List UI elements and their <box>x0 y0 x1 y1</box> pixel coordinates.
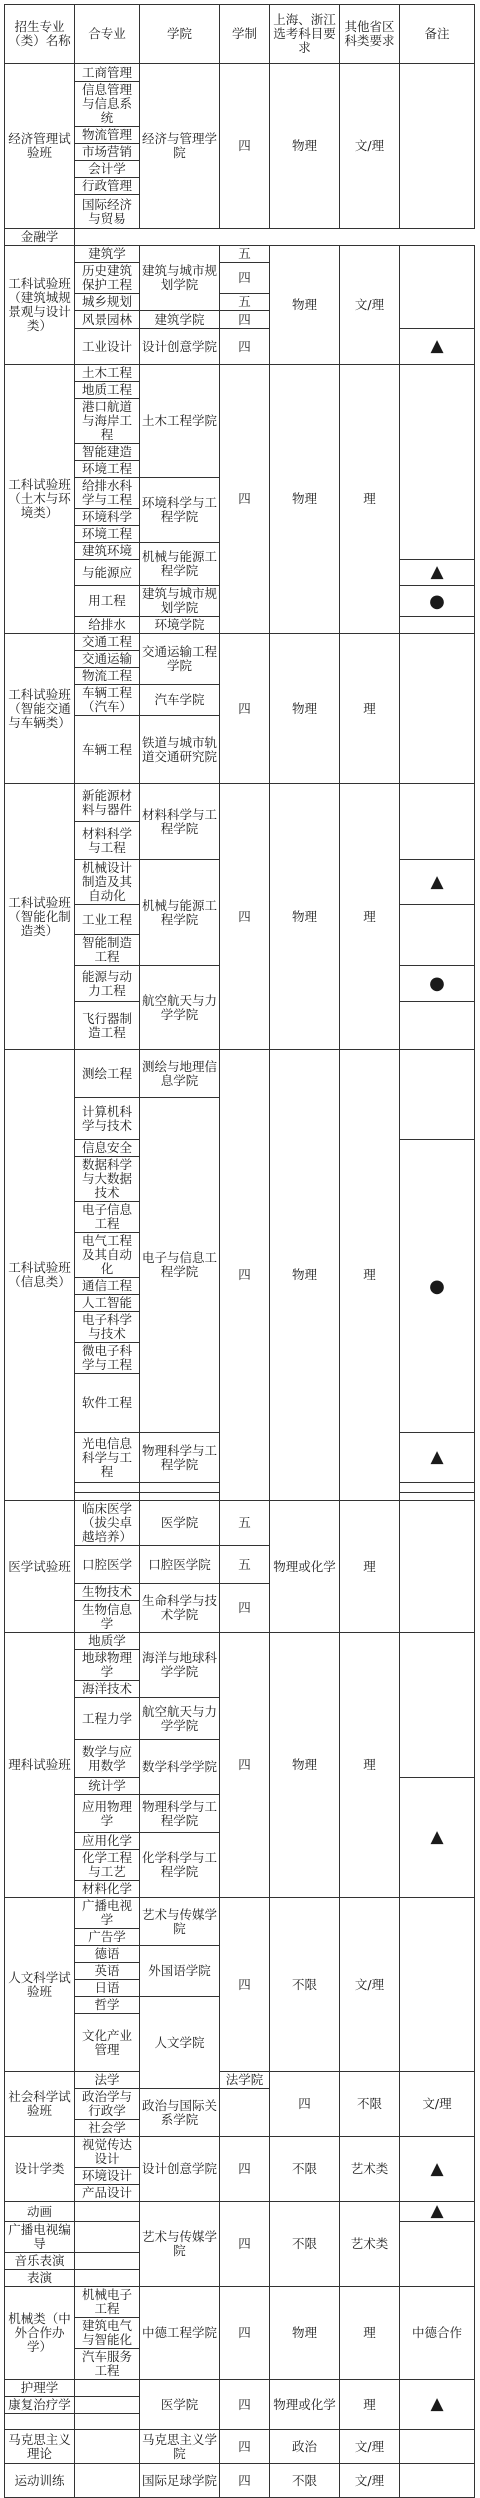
table-cell: 建筑与城市规划学院 <box>140 586 220 617</box>
table-cell: 人文学院 <box>140 1997 220 2089</box>
table-cell: 工科试验班（信息类） <box>5 1050 75 1501</box>
table-cell: 数据科学与大数据技术 <box>75 1157 140 1202</box>
majors-table <box>4 4 475 2498</box>
table-cell: 四 <box>220 634 270 784</box>
table-cell: 化学科学与工程学院 <box>140 1833 220 1898</box>
table-cell: 工业工程 <box>75 905 140 935</box>
table-cell: 信息安全 <box>75 1140 140 1157</box>
admissions-table-page <box>4 4 474 2488</box>
table-cell: 软件工程 <box>75 1374 140 1433</box>
table-cell: 光电信息科学与工程 <box>75 1433 140 1483</box>
table-cell: 能源与动力工程 <box>75 966 140 1002</box>
table-cell: 四 <box>220 263 270 294</box>
table-cell: 交通运输 <box>75 651 140 668</box>
table-cell: 口腔医学院 <box>140 1546 220 1584</box>
table-cell: 测绘与地理信息学院 <box>140 1050 220 1098</box>
table-cell: 马克思主义学院 <box>140 2430 220 2464</box>
circle-marker: ● <box>400 966 475 1002</box>
table-cell: 交通运输工程学院 <box>140 634 220 685</box>
table-cell: 广播电视编导 <box>5 2222 75 2253</box>
table-cell: 文/理 <box>340 1898 400 2072</box>
table-cell: 数学与应用数学 <box>75 1740 140 1778</box>
table-cell: 风景园林 <box>75 311 140 329</box>
table-cell: 国际足球学院 <box>140 2464 220 2498</box>
table-cell: 会计学 <box>75 161 140 178</box>
table-cell: 动画 <box>5 2202 75 2222</box>
table-cell: 物理 <box>270 246 340 365</box>
table-cell: 四 <box>220 1633 270 1898</box>
table-cell <box>400 246 475 329</box>
table-cell: 不限 <box>270 2464 340 2498</box>
table-cell: 环境设计 <box>75 2168 140 2185</box>
table-cell: 四 <box>220 2287 270 2380</box>
table-cell <box>400 784 475 860</box>
table-cell: 物理科学与工程学院 <box>140 1433 220 1483</box>
table-cell: 四 <box>220 2137 270 2202</box>
table-cell: 行政管理 <box>75 178 140 195</box>
table-row <box>5 365 475 382</box>
table-cell: 四 <box>220 1898 270 2072</box>
table-cell: 新能源材料与器件 <box>75 784 140 822</box>
table-cell: 智能制造工程 <box>75 935 140 966</box>
table-cell <box>75 1493 140 1501</box>
table-cell: 机械设计制造及其自动化 <box>75 860 140 905</box>
table-cell: 社会科学试验班 <box>5 2072 75 2137</box>
table-cell: 统计学 <box>75 1778 140 1795</box>
table-cell: 理 <box>340 1501 400 1633</box>
table-cell: 建筑与城市规划学院 <box>140 246 220 311</box>
table-cell: 德语 <box>75 1946 140 1963</box>
table-cell: 汽车学院 <box>140 685 220 716</box>
table-cell: 工科试验班（智能交通与车辆类） <box>5 634 75 784</box>
header-college: 学院 <box>140 5 220 64</box>
table-cell <box>400 634 475 784</box>
table-cell: 港口航道与海岸工程 <box>75 399 140 444</box>
table-cell <box>75 2270 140 2287</box>
table-cell: 艺术类 <box>340 2202 400 2287</box>
table-cell: 工程力学 <box>75 1698 140 1740</box>
table-cell: 不限 <box>270 2137 340 2202</box>
table-cell: 微电子科学与工程 <box>75 1343 140 1374</box>
table-cell: 人工智能 <box>75 1295 140 1312</box>
table-row <box>5 2287 475 2318</box>
table-cell: 土木工程 <box>75 365 140 382</box>
table-cell: 机械电子工程 <box>75 2287 140 2318</box>
table-cell: 马克思主义理论 <box>5 2430 75 2464</box>
table-cell: 航空航天与力学学院 <box>140 1698 220 1740</box>
table-cell: 材料科学与工程学院 <box>140 784 220 860</box>
table-cell: 国际经济与贸易 <box>75 195 140 229</box>
table-cell: 不限 <box>340 2072 400 2137</box>
table-cell: 五 <box>220 294 270 311</box>
table-cell: 文/理 <box>340 2430 400 2464</box>
table-cell: 广告学 <box>75 1929 140 1946</box>
table-cell: 化学工程与工艺 <box>75 1850 140 1881</box>
circle-marker: ● <box>400 586 475 617</box>
table-cell: 法学 <box>75 2072 140 2089</box>
table-cell: 四 <box>220 311 270 329</box>
table-cell: 日语 <box>75 1980 140 1997</box>
table-cell: 不限 <box>270 1898 340 2072</box>
table-cell <box>140 1483 220 1493</box>
triangle-marker: ▲ <box>400 860 475 905</box>
table-cell: 建筑学 <box>75 246 140 263</box>
table-cell: 设计学类 <box>5 2137 75 2202</box>
table-row <box>5 246 475 263</box>
table-cell: 车辆工程（汽车） <box>75 685 140 716</box>
table-cell <box>75 2430 140 2464</box>
table-cell: 四 <box>220 784 270 1050</box>
table-cell: 四 <box>220 329 270 365</box>
table-cell: 海洋技术 <box>75 1681 140 1698</box>
table-cell: 物流工程 <box>75 668 140 685</box>
table-cell: 环境工程 <box>75 461 140 478</box>
table-cell: 环境科学与工程学院 <box>140 478 220 543</box>
table-cell: 城乡规划 <box>75 294 140 311</box>
table-cell <box>75 2222 140 2253</box>
table-cell: 口腔医学 <box>75 1546 140 1584</box>
table-cell: 机械与能源工程学院 <box>140 860 220 966</box>
table-cell: 环境学院 <box>140 617 220 634</box>
table-cell: 生物技术 <box>75 1584 140 1601</box>
table-row <box>5 2202 475 2222</box>
table-cell: 物理 <box>270 1633 340 1898</box>
table-cell: 理 <box>340 2287 400 2380</box>
table-cell: 物理 <box>270 365 340 634</box>
table-cell: 环境工程 <box>75 526 140 543</box>
table-cell: 艺术与传媒学院 <box>140 2202 220 2287</box>
table-cell <box>400 1633 475 1778</box>
table-cell: 航空航天与力学学院 <box>140 966 220 1050</box>
table-cell: 康复治疗学 <box>5 2397 75 2414</box>
table-cell: 铁道与城市轨道交通研究院 <box>140 716 220 784</box>
table-cell: 理 <box>340 1633 400 1898</box>
triangle-marker: ▲ <box>400 1433 475 1483</box>
table-cell: 设计创意学院 <box>140 2137 220 2202</box>
table-cell: 表演 <box>5 2270 75 2287</box>
header-program-name: 招生专业（类）名称 <box>5 5 75 64</box>
table-row <box>5 329 475 365</box>
table-cell: 五 <box>220 246 270 263</box>
table-row <box>5 634 475 651</box>
table-cell <box>75 1483 140 1493</box>
table-header-row <box>5 5 475 64</box>
table-cell <box>400 2430 475 2464</box>
table-cell: 电气工程及其自动化 <box>75 1233 140 1278</box>
table-cell: 地质工程 <box>75 382 140 399</box>
table-cell <box>400 2464 475 2498</box>
table-row <box>5 2464 475 2498</box>
table-cell: 政治学与行政学 <box>75 2089 140 2120</box>
table-cell <box>75 2397 140 2414</box>
table-cell: 给排水 <box>75 617 140 634</box>
table-cell: 哲学 <box>75 1997 140 2014</box>
table-cell: 护理学 <box>5 2380 75 2397</box>
header-other-provinces-requirement: 其他省区科类要求 <box>340 5 400 64</box>
table-cell: 经济管理试验班 <box>5 64 75 229</box>
table-row <box>5 229 475 246</box>
table-row <box>5 2430 475 2464</box>
table-cell <box>75 2380 140 2397</box>
table-cell: 不限 <box>270 2202 340 2287</box>
table-cell: 电子信息工程 <box>75 1202 140 1233</box>
table-cell <box>75 2464 140 2498</box>
table-row <box>5 2072 475 2089</box>
table-cell: 音乐表演 <box>5 2253 75 2270</box>
table-cell: 信息管理与信息系统 <box>75 82 140 127</box>
table-cell: 外国语学院 <box>140 1946 220 1997</box>
table-cell: 建筑学院 <box>140 311 220 329</box>
triangle-marker: ▲ <box>400 560 475 586</box>
table-cell: 物理 <box>270 634 340 784</box>
table-row <box>5 1501 475 1546</box>
table-cell: 历史建筑保护工程 <box>75 263 140 294</box>
triangle-marker: ▲ <box>400 329 475 365</box>
table-cell: 环境科学 <box>75 509 140 526</box>
table-cell <box>75 2414 140 2430</box>
table-cell: 文/理 <box>340 246 400 365</box>
header-duration: 学制 <box>220 5 270 64</box>
table-cell: 法学院 <box>220 2072 270 2089</box>
table-cell: 通信工程 <box>75 1278 140 1295</box>
header-shanghai-zhejiang-requirement: 上海、浙江选考科目要求 <box>270 5 340 64</box>
triangle-marker: ▲ <box>400 1778 475 1898</box>
table-cell: 工科试验班（建筑城规景观与设计类） <box>5 246 75 365</box>
table-cell: 四 <box>220 2430 270 2464</box>
table-cell: 工科试验班（土木与环境类） <box>5 365 75 634</box>
table-cell: 四 <box>220 2202 270 2287</box>
table-cell: 与能源应 <box>75 560 140 586</box>
table-cell: 物理或化学 <box>270 1501 340 1633</box>
table-cell: 四 <box>220 365 270 634</box>
table-cell: 设计创意学院 <box>140 329 220 365</box>
table-cell: 视觉传达设计 <box>75 2137 140 2168</box>
triangle-marker: ▲ <box>400 2202 475 2222</box>
table-cell: 工业设计 <box>75 329 140 365</box>
table-cell: 应用物理学 <box>75 1795 140 1833</box>
table-cell: 物流管理 <box>75 127 140 144</box>
table-cell: 材料科学与工程 <box>75 822 140 860</box>
table-cell: 数学科学学院 <box>140 1740 220 1795</box>
table-body <box>5 64 475 2498</box>
table-cell: 五 <box>220 1501 270 1546</box>
table-cell: 计算机科学与技术 <box>75 1098 140 1140</box>
table-row <box>5 64 475 82</box>
table-cell: 用工程 <box>75 586 140 617</box>
table-cell: 物理 <box>270 1050 340 1501</box>
table-cell <box>5 2414 75 2430</box>
table-cell: 工商管理 <box>75 64 140 82</box>
table-cell: 给排水科学与工程 <box>75 478 140 509</box>
table-cell: 理科试验班 <box>5 1633 75 1898</box>
table-row <box>5 2137 475 2168</box>
table-cell: 中德工程学院 <box>140 2287 220 2380</box>
table-cell: 物理 <box>270 2287 340 2380</box>
table-row <box>5 1633 475 1650</box>
table-cell: 艺术类 <box>340 2137 400 2202</box>
table-cell <box>400 1493 475 1501</box>
table-cell: 机械与能源工程学院 <box>140 543 220 586</box>
table-cell: 理 <box>340 2380 400 2430</box>
table-cell: 地球物理学 <box>75 1650 140 1681</box>
table-cell: 临床医学（拔尖卓越培养） <box>75 1501 140 1546</box>
table-cell <box>400 1483 475 1493</box>
table-cell: 文/理 <box>400 2072 475 2137</box>
triangle-marker: ▲ <box>400 2137 475 2202</box>
table-cell <box>400 1501 475 1633</box>
table-cell: 四 <box>220 2380 270 2430</box>
table-cell: 经济与管理学院 <box>140 64 220 229</box>
table-cell: 中德合作 <box>400 2287 475 2380</box>
table-cell: 文化产业管理 <box>75 2014 140 2072</box>
table-row <box>5 1050 475 1098</box>
table-cell: 海洋与地球科学学院 <box>140 1633 220 1698</box>
table-row <box>5 1898 475 1929</box>
table-cell: 应用化学 <box>75 1833 140 1850</box>
table-cell: 政治与国际关系学院 <box>140 2089 220 2137</box>
table-cell: 交通工程 <box>75 634 140 651</box>
table-cell <box>400 64 475 229</box>
table-cell: 医学试验班 <box>5 1501 75 1633</box>
table-cell: 四 <box>220 2464 270 2498</box>
table-cell: 汽车服务工程 <box>75 2349 140 2380</box>
table-cell <box>400 365 475 560</box>
header-remarks: 备注 <box>400 5 475 64</box>
table-cell: 运动训练 <box>5 2464 75 2498</box>
table-cell: 人文科学试验班 <box>5 1898 75 2072</box>
table-cell: 电子与信息工程学院 <box>140 1098 220 1433</box>
table-cell: 四 <box>220 64 270 229</box>
table-cell: 材料化学 <box>75 1881 140 1898</box>
table-cell: 文/理 <box>340 64 400 229</box>
table-cell <box>400 905 475 966</box>
header-sub-majors: 合专业 <box>75 5 140 64</box>
table-cell: 机械类（中外合作办学） <box>5 2287 75 2380</box>
triangle-marker: ▲ <box>400 2380 475 2430</box>
table-cell: 智能建造 <box>75 444 140 461</box>
table-cell: 理 <box>340 365 400 634</box>
table-cell <box>75 2253 140 2270</box>
table-cell: 理 <box>340 1050 400 1501</box>
table-cell: 社会学 <box>75 2120 140 2137</box>
table-cell: 物理 <box>270 784 340 1050</box>
table-cell: 广播电视学 <box>75 1898 140 1929</box>
table-cell: 理 <box>340 784 400 1050</box>
table-cell: 生命科学与技术学院 <box>140 1584 220 1633</box>
table-cell: 测绘工程 <box>75 1050 140 1098</box>
table-cell: 艺术与传媒学院 <box>140 1898 220 1946</box>
table-cell: 医学院 <box>140 2380 220 2430</box>
table-cell: 四 <box>220 1050 270 1501</box>
table-cell <box>400 1898 475 2072</box>
table-cell: 产品设计 <box>75 2185 140 2202</box>
table-cell: 四 <box>270 2072 340 2137</box>
table-cell: 生物信息学 <box>75 1601 140 1633</box>
table-cell <box>400 2222 475 2287</box>
table-cell <box>75 2202 140 2222</box>
table-cell: 地质学 <box>75 1633 140 1650</box>
table-cell: 政治 <box>270 2430 340 2464</box>
table-cell: 英语 <box>75 1963 140 1980</box>
table-cell: 物理科学与工程学院 <box>140 1795 220 1833</box>
circle-marker: ● <box>400 1140 475 1433</box>
table-cell: 五 <box>220 1546 270 1584</box>
table-cell: 车辆工程 <box>75 716 140 784</box>
table-cell: 金融学 <box>5 229 75 246</box>
table-cell: 物理或化学 <box>270 2380 340 2430</box>
table-cell: 物理 <box>270 64 340 229</box>
table-cell <box>400 1050 475 1140</box>
table-cell: 电子科学与技术 <box>75 1312 140 1343</box>
table-cell: 市场营销 <box>75 144 140 161</box>
table-cell: 理 <box>340 634 400 784</box>
table-cell <box>400 617 475 634</box>
table-cell <box>400 1002 475 1050</box>
table-row <box>5 2380 475 2397</box>
table-cell: 飞行器制造工程 <box>75 1002 140 1050</box>
table-cell <box>140 1493 220 1501</box>
table-cell: 文/理 <box>340 2464 400 2498</box>
table-row <box>5 784 475 822</box>
table-cell: 四 <box>220 1584 270 1633</box>
table-cell: 建筑电气与智能化 <box>75 2318 140 2349</box>
table-cell: 土木工程学院 <box>140 365 220 478</box>
table-cell: 建筑环境 <box>75 543 140 560</box>
table-cell: 医学院 <box>140 1501 220 1546</box>
table-cell: 工科试验班（智能化制造类） <box>5 784 75 1050</box>
